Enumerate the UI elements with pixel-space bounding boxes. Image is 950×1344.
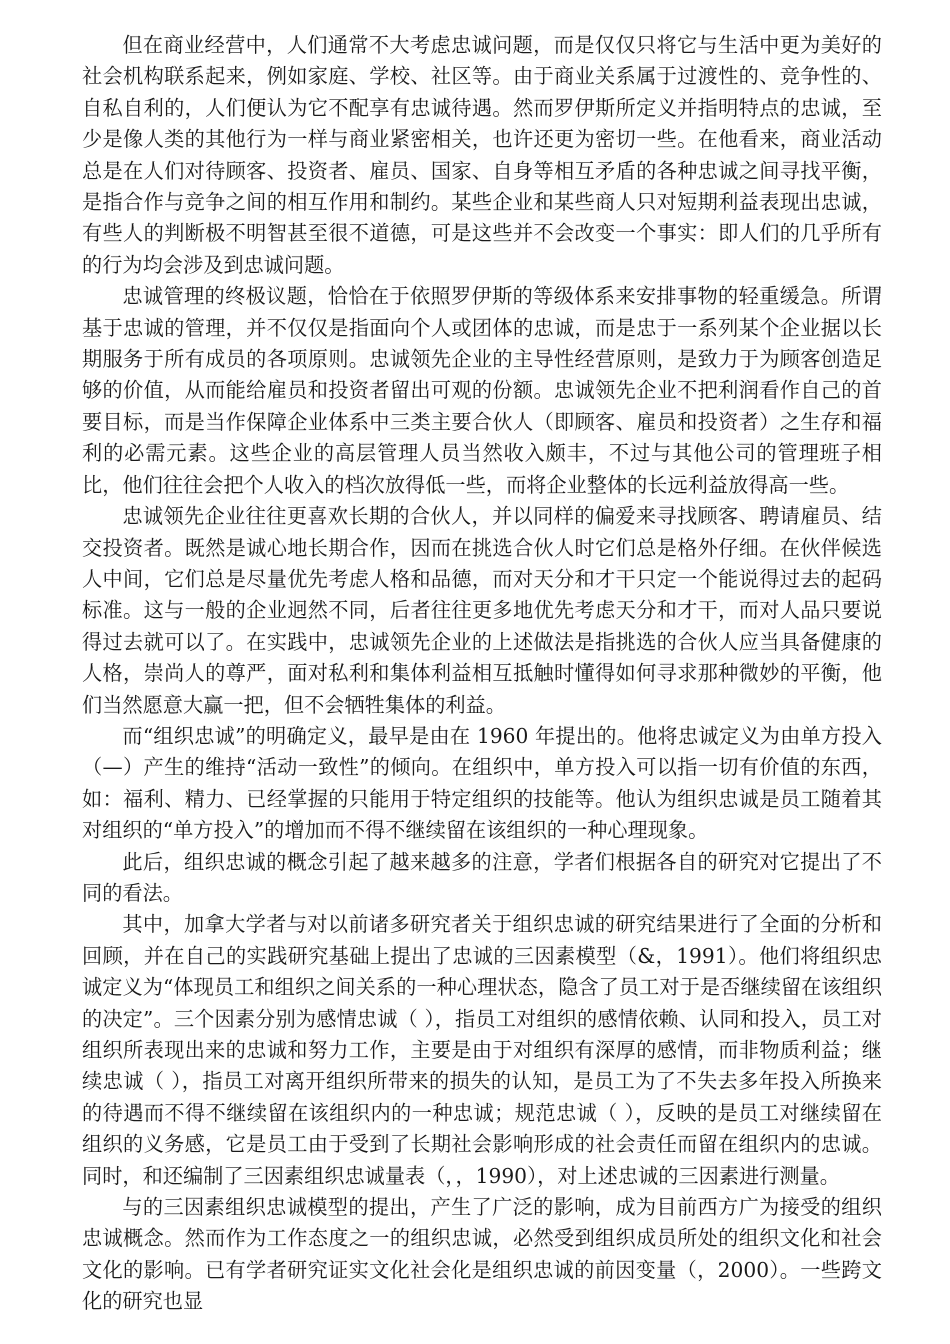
paragraph-3: 忠诚领先企业往往更喜欢长期的合伙人，并以同样的偏爱来寻找顾客、聘请雇员、结交投资者。既然是诚心地长期合作，因而在挑选合伙人时它们总是格外仔细。在伙伴候选人中间，它们总是尽量优先考虑人格和品德，而对天分和才干只定一个能说得过去的起码标准。这与一般的企业迥然不同，后者往往更多地优先考虑天分和才干，而对人品只要说得过去就可以了。在实践中，忠诚领先企业的上述做法是指挑选的合伙人应当具备健康的人格，崇尚人的尊严，面对私利和集体利益相互抵触时懂得如何寻求那种微妙的平衡，他们当然愿意大赢一把，但不会牺牲集体的利益。 [82, 504, 882, 717]
paragraph-2: 忠诚管理的终极议题，恰恰在于依照罗伊斯的等级体系来安排事物的轻重缓急。所谓基于忠诚的管理，并不仅仅是指面向个人或团体的忠诚，而是忠于一系列某个企业据以长期服务于所有成员的各项原则。忠诚领先企业的主导性经营原则，是致力于为顾客创造足够的价值，从而能给雇员和投资者留出可观的份额。忠诚领先企业不把利润看作自己的首要目标，而是当作保障企业体系中三类主要合伙人（即顾客、雇员和投资者）之生存和福利的必需元素。这些企业的高层管理人员当然收入颇丰，不过与其他公司的管理班子相比，他们往往会把个人收入的档次放得低一些，而将企业整体的长远利益放得高一些。 [82, 284, 882, 497]
paragraph-1: 但在商业经营中，人们通常不大考虑忠诚问题，而是仅仅只将它与生活中更为美好的社会机构联系起来，例如家庭、学校、社区等。由于商业关系属于过渡性的、竞争性的、自私自利的，人们便认为它不配享有忠诚待遇。然而罗伊斯所定义并指明特点的忠诚，至少是像人类的其他行为一样与商业紧密相关，也许还更为密切一些。在他看来，商业活动总是在人们对待顾客、投资者、雇员、国家、自身等相互矛盾的各种忠诚之间寻找平衡，是指合作与竞争之间的相互作用和制约。某些企业和某些商人只对短期利益表现出忠诚，有些人的判断极不明智甚至很不道德，可是这些并不会改变一个事实：即人们的几乎所有的行为均会涉及到忠诚问题。 [82, 33, 882, 277]
paragraph-5: 此后，组织忠诚的概念引起了越来越多的注意，学者们根据各自的研究对它提出了不同的看法。 [82, 849, 882, 905]
paragraph-4: 而“组织忠诚”的明确定义，最早是由在 1960 年提出的。他将忠诚定义为由单方投入（—）产生的维持“活动一致性”的倾向。在组织中，单方投入可以指一切有价值的东西，如：福利、精力、已经掌握的只能用于特定组织的技能等。他认为组织忠诚是员工随着其对组织的“单方投入”的增加而不得不继续留在该组织的一种心理现象。 [82, 723, 882, 843]
paragraph-6: 其中，加拿大学者与对以前诸多研究者关于组织忠诚的研究结果进行了全面的分析和回顾，并在自己的实践研究基础上提出了忠诚的三因素模型（&，1991）。他们将组织忠诚定义为“体现员工和组织之间关系的一种心理状态，隐含了员工对于是否继续留在该组织的决定”。三个因素分别为感情忠诚（ ），指员工对组织的感情依赖、认同和投入，员工对组织所表现出来的忠诚和努力工作，主要是由于对组织有深厚的感情，而非物质利益；继续忠诚（ ），指员工对离开组织所带来的损失的认知，是员工为了不失去多年投入所换来的待遇而不得不继续留在该组织内的一种忠诚；规范忠诚（ ），反映的是员工对继续留在组织的义务感，它是员工由于受到了长期社会影响形成的社会责任而留在组织内的忠诚。同时，和还编制了三因素组织忠诚量表（，，1990），对上述忠诚的三因素进行测量。 [82, 912, 882, 1188]
document-page [82, 30, 882, 1318]
paragraph-7: 与的三因素组织忠诚模型的提出，产生了广泛的影响，成为目前西方广为接受的组织忠诚概念。然而作为工作态度之一的组织忠诚，必然受到组织成员所处的组织文化和社会文化的影响。已有学者研究证实文化社会化是组织忠诚的前因变量（，2000）。一些跨文化的研究也显 [82, 1195, 882, 1314]
